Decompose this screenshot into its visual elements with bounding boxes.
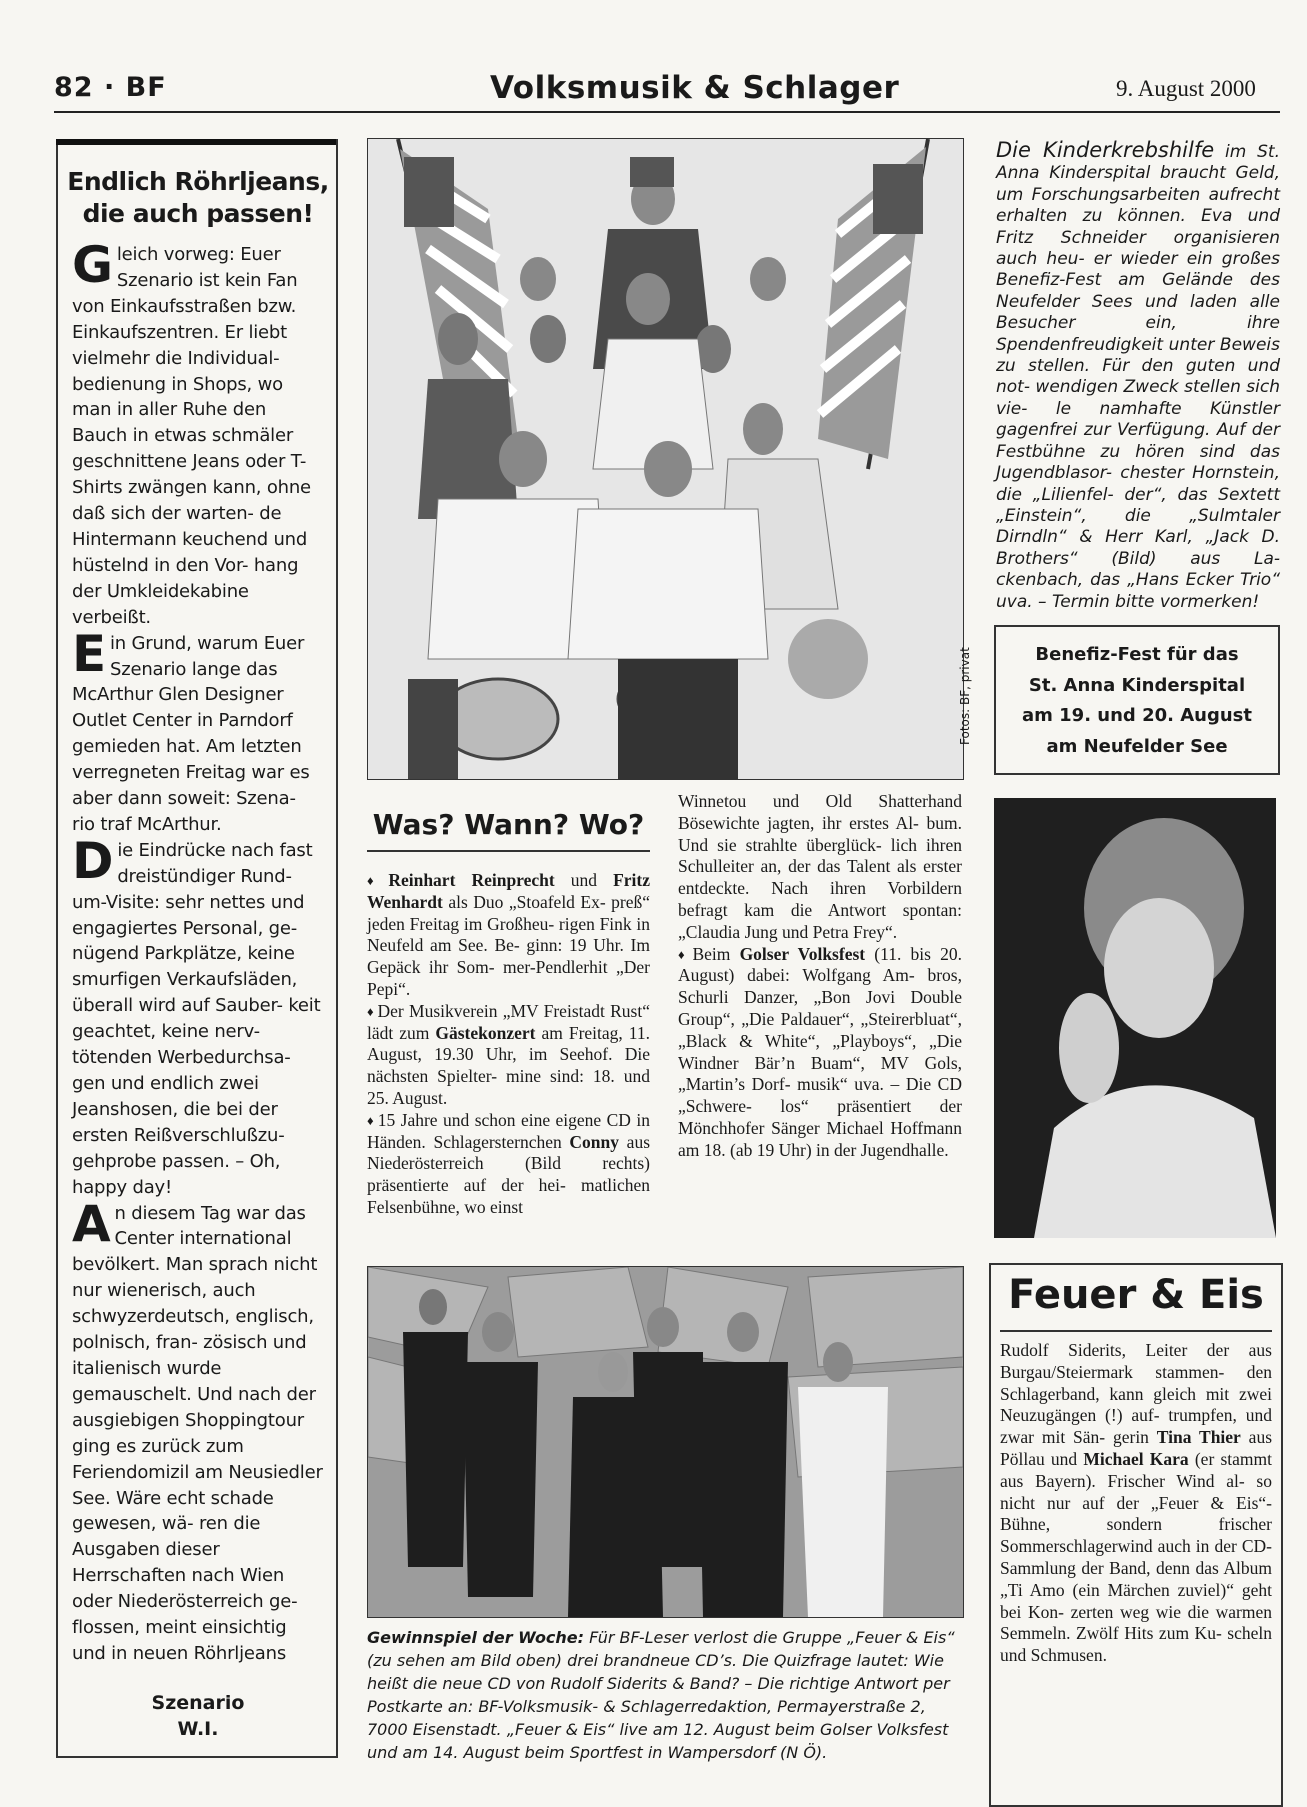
photo-credit: Fotos: BF, privat: [958, 647, 972, 745]
paragraph: Ein Grund, warum Euer Szenario lange das McArthur Glen Designer Outlet Center in Parndorf gemieden hat. Am letzten verregneten Freitag war es aber dann soweit: Szena- rio traf McArthur.: [72, 624, 310, 835]
drop-cap: D: [72, 831, 114, 890]
event-continuation: Winnetou und Old Shatterhand Bösewichte jagten, ihr erstes Al- bum. Und sie strahlte überglück- lich ihren Schulleiter an, der das Talent als erster entdeckte. Nach ihren Vorbildern befragt kam die Antwort spontan: „Claudia Jung und Petra Frey“.: [678, 791, 962, 942]
section-title: Volksmusik & Schlager: [490, 70, 900, 106]
article-rule: [1000, 1330, 1272, 1332]
article-title: Feuer & Eis: [1008, 1272, 1264, 1318]
events-column-1: [367, 870, 650, 1219]
benefit-info: Benefiz-Fest für das St. Anna Kinderspital am 19. und 20. August am Neufelder See: [1021, 644, 1253, 757]
author-signature: Szenario W.I.: [151, 1692, 245, 1740]
event-item: ♦ Beim Golser Volksfest (11. bis 20. August) dabei: Wolfgang Am- bros, Schurli Danzer, „Bon Jovi Double Group“, „Die Paldauer“, „Steirerbluat“, „Black & White“, „Playboys“, „Die Windner Bär’n Buam“, MV Gols, „Martin’s Dorf- musik“ uva. – Die CD „Schwere- los“ präsentiert der Mönchhofer Sänger Michael Hoffmann am 18. (ab 19 Uhr) in der Jugendhalle.: [678, 943, 963, 1160]
diamond-bullet-icon: ♦: [367, 1112, 375, 1128]
article-body: Rudolf Siderits, Leiter der aus Burgau/Steiermark stammen- den Schlagerband, kann gleich mit zwei Neuzugängen (!) auf- trumpfen, und zwar mit Sän- gerin Tina Thier aus Pöllau und Michael Kara (er stammt aus Bayern). Frischer Wind al- so nicht nur auf der „Feuer & Eis“-Bühne, sondern frischer Sommerschlagerwind auch in der CD-Sammlung der Band, denn das Album „Ti Amo (ein Märchen zuviel)“ geht bei Kon- zerten weg wie die warmen Semmeln. Zwölf Hits zum Ku- scheln und Schmusen.: [1000, 1340, 1273, 1666]
drop-cap: G: [72, 236, 113, 294]
diamond-bullet-icon: ♦: [367, 1003, 375, 1019]
diamond-bullet-icon: ♦: [678, 946, 690, 962]
charity-notice: Die Kinderkrebshilfe im St. Anna Kinderspital braucht Geld, um Forschungsarbeiten aufrecht erhalten zu können. Eva und Fritz Schneider organisieren auch heu- er wieder ein großes Benefiz-Fest am Gelände des Neufelder Sees und laden alle Besucher ein, ihre Spendenfreudigkeit unter Beweis zu stellen. Für den guten und not- wendigen Zweck stellen sich vie- le namhafte Künstler gagenfrei zur Verfügung. Auf der Festbühne zu hören sind das Jugendblasor- chester Hornstein, die „Lilienfel- der“, das Sextett „Einstein“, die „Sulmtaler Dirndln“ & Herr Karl, „Jack D. Brothers“ (Bild) aus La- ckenbach, das „Hans Ecker Trio“ uva. – Termin bitte vormerken!: [996, 138, 1280, 612]
event-item: ♦ 15 Jahre und schon eine eigene CD in Händen. Schlagersternchen Conny aus Niederösterreich (Bild rechts) präsentierte auf der hei- matlichen Felsenbühne, wo einst: [367, 1109, 651, 1217]
event-item: ♦ Reinhart Reinprecht und Fritz Wenhardt als Duo „Stoafeld Ex- preß“ jeden Freitag im Großheu- rigen Fink in Neufeld am See. Be- ginn: 19 Uhr. Im Gepäck ihr Som- mer-Pendlerhit „Der Pepi“.: [367, 870, 651, 999]
header-rule: [54, 111, 1280, 113]
paragraph: An diesem Tag war das Center international bevölkert. Man sprach nicht nur wienerisch, auch schwyzerdeutsch, englisch, polnisch, fran- zösisch und italienisch wurde gemauschelt. Und nach der ausgiebigen Shoppingtour ging es zurück zum Feriendomizil am Neusiedler See. Wäre echt schade gewesen, wä- ren die Ausgaben dieser Herrschaften nach Wien oder Niederösterreich ge- flossen, meint einsichtig und in neuen Röhrljeans: [72, 1194, 323, 1664]
contest-caption: Gewinnspiel der Woche: Für BF-Leser verlost die Gruppe „Feuer & Eis“ (zu sehen am Bild oben) drei brandneue CD’s. Die Quizfrage lautet: Wie heißt die neue CD von Rudolf Siderits & Band? – Die richtige Antwort per Postkarte an: BF-Volksmusik- & Schlagerredaktion, Permayerstraße 2, 7000 Eisenstadt. „Feuer & Eis“ live am 12. August beim Golser Volksfest und am 14. August beim Sportfest in Wampersdorf (N Ö).: [367, 1628, 955, 1762]
issue-date: 9. August 2000: [1116, 76, 1256, 101]
event-item: ♦ Der Musikverein „MV Freistadt Rust“ lädt zum Gästekonzert am Freitag, 11. August, 19.30 Uhr, im Seehof. Die nächsten Spielter- mine sind: 18. und 25. August.: [367, 1000, 650, 1108]
events-rule: [367, 850, 650, 852]
drop-cap: E: [72, 624, 106, 683]
group-photo: [367, 138, 964, 780]
paragraph: Gleich vorweg: Euer Szenario ist kein Fan von Einkaufsstraßen bzw. Einkaufszentren. Er liebt vielmehr die Individual- bedienung in Shops, wo man in aller Ruhe den Bauch in etwas schmäler geschnittene Jeans oder T-Shirts zwängen kann, ohne daß sich der warten- de Hintermann keuchend und hüstelnd in den Vor- hang der Umkleidekabine verbeißt.: [72, 236, 311, 628]
events-title: Was? Wann? Wo?: [372, 808, 645, 841]
paragraph: Die Eindrücke nach fast dreistündiger Rund- um-Visite: sehr nettes und engagiertes Personal, ge- nügend Parkplätze, keine smurfigen Verkaufsläden, überall wird auf Sauber- keit geachtet, keine nerv- tötenden Werbedurchsa- gen und endlich zwei Jeanshosen, die bei der ersten Reißverschlußzu- gehprobe passen. – Oh, happy day!: [72, 831, 321, 1198]
singer-portrait-photo: [994, 798, 1276, 1238]
band-photo: [367, 1266, 964, 1618]
column-top-bar: [56, 139, 336, 145]
events-column-2: [678, 791, 962, 1162]
column-body: [72, 236, 324, 1667]
diamond-bullet-icon: ♦: [367, 873, 386, 888]
page-number: 82 · BF: [54, 72, 167, 103]
drop-cap: A: [72, 1194, 111, 1253]
column-headline: Endlich Röhrljeans, die auch passen!: [67, 167, 329, 228]
